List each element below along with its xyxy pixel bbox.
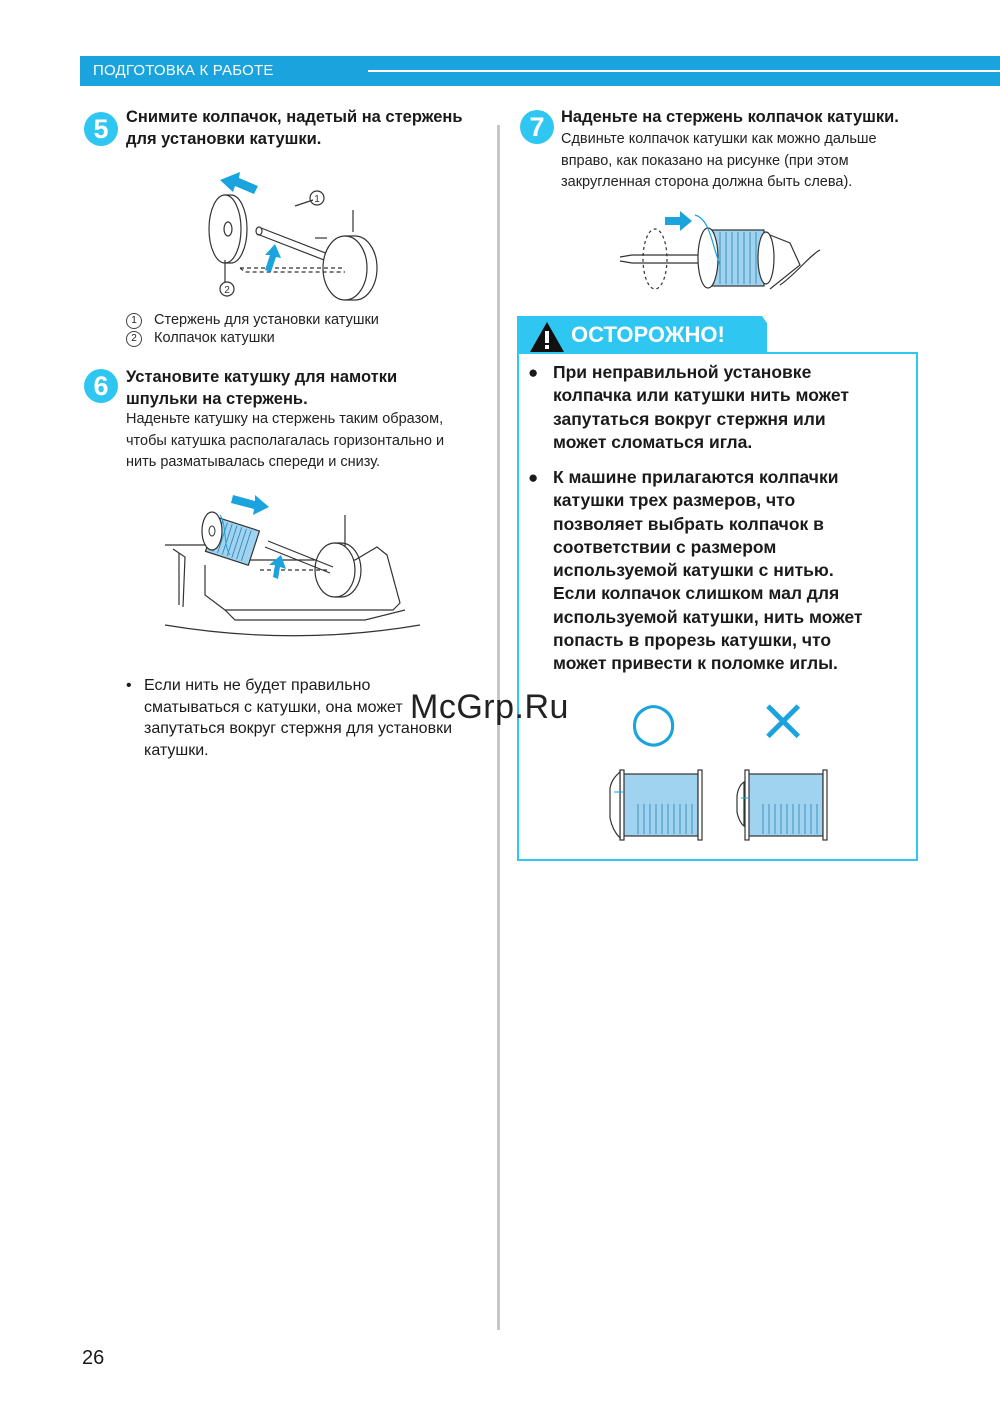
callout-2: 2 <box>224 285 230 296</box>
wrong-spool-cap-illustration <box>733 768 833 840</box>
step-7-title: Наденьте на стержень колпачок катушки. <box>561 108 899 126</box>
step-6-title: Установите катушку для намотки шпульки на стержень. <box>126 368 398 408</box>
section-title: ПОДГОТОВКА К РАБОТЕ <box>93 62 274 79</box>
step-6-badge: 6 <box>84 369 118 403</box>
step-5-badge: 5 <box>84 112 118 146</box>
correct-mark-icon: ○ <box>630 690 678 753</box>
step-5-title: Снимите колпачок, надетый на стержень для установки катушки. <box>126 108 463 148</box>
legend-item-2: 2 Колпачок катушки <box>126 330 275 347</box>
caution-title: ОСТОРОЖНО! <box>571 322 725 347</box>
callout-1: 1 <box>314 194 320 205</box>
header-rule <box>368 70 1000 72</box>
step-6-body: Наденьте катушку на стержень таким образом, чтобы катушка располагалась горизонтально и нить разматывалась спереди и снизу. <box>126 411 445 470</box>
legend-item-1: 1 Стержень для установки катушки <box>126 312 379 329</box>
warning-triangle-icon <box>528 320 566 354</box>
step-7-badge: 7 <box>520 110 554 144</box>
page-number: 26 <box>82 1347 105 1369</box>
step-6-note: • Если нить не будет правильно сматываться с катушки, она может запутаться вокруг стержня для установки катушки. <box>126 677 452 759</box>
spool-cap-removal-illustration <box>195 160 375 305</box>
correct-spool-cap-illustration <box>608 768 708 840</box>
section-header-bar <box>80 56 1000 86</box>
watermark: McGrp.Ru <box>410 688 569 726</box>
step-7-body: Сдвиньте колпачок катушки как можно дальше вправо, как показано на рисунке (при этом закругленная сторона должна быть слева). <box>561 131 877 190</box>
wrong-mark-icon: × <box>758 685 809 755</box>
spool-cap-install-illustration <box>620 205 820 297</box>
spool-placement-illustration <box>165 485 425 645</box>
column-divider <box>497 125 500 1330</box>
